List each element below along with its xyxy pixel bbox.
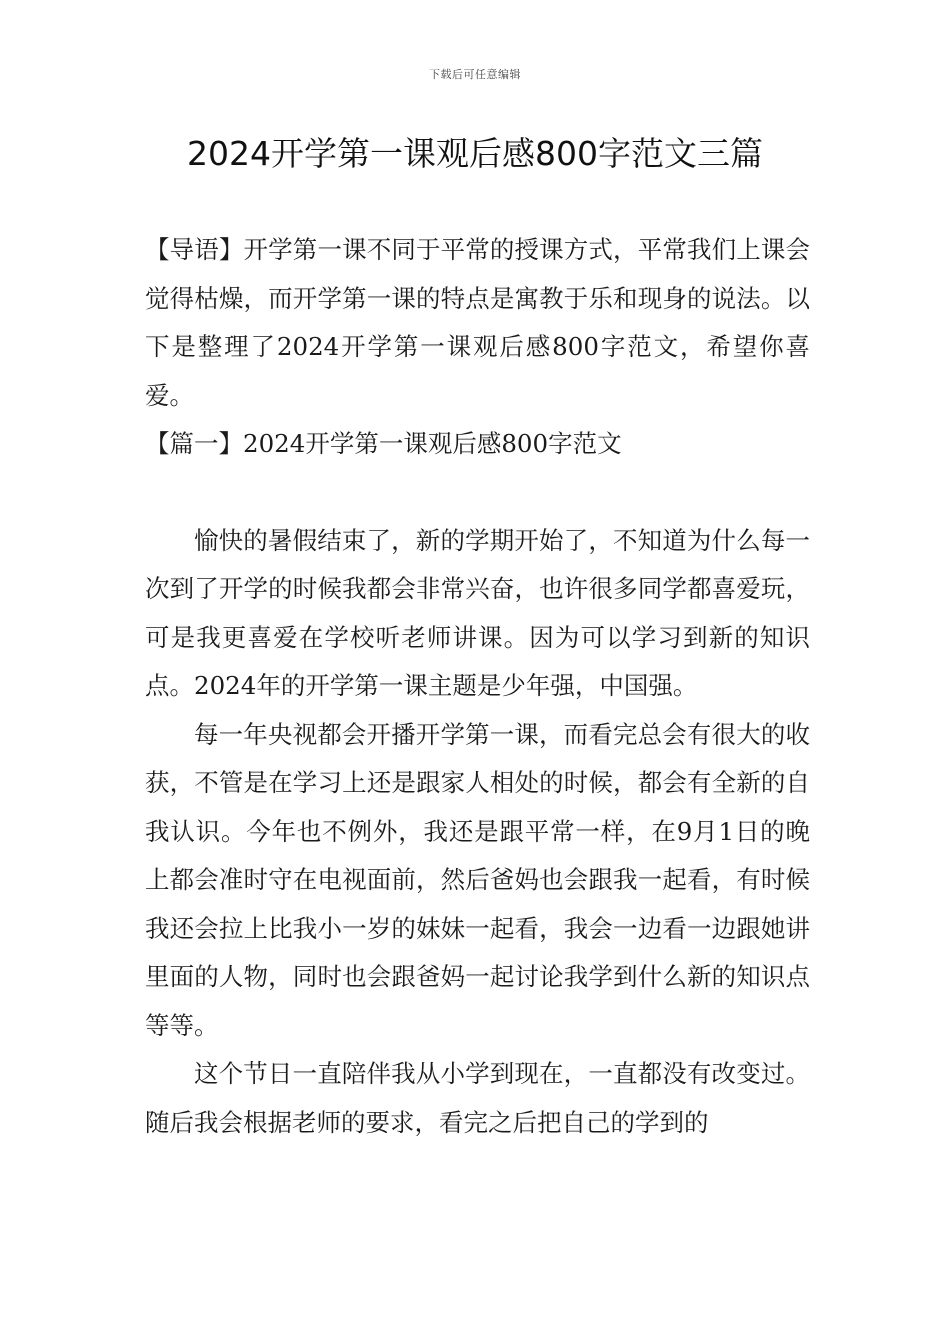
document-body — [145, 226, 810, 1147]
body-paragraph-3: 这个节日一直陪伴我从小学到现在，一直都没有改变过。随后我会根据老师的要求，看完之后把自己的学到的 — [145, 1059, 810, 1137]
header-note: 下载后可任意编辑 — [429, 68, 521, 81]
paragraph-spacer — [145, 469, 810, 517]
body-paragraph-1: 愉快的暑假结束了，新的学期开始了，不知道为什么每一次到了开学的时候我都会非常兴奋，也许很多同学都喜爱玩，可是我更喜爱在学校听老师讲课。因为可以学习到新的知识点。2024年的开学第一课主题是少年强，中国强。 — [145, 525, 810, 700]
page-title: 2024开学第一课观后感800字范文三篇 — [187, 134, 763, 173]
body-paragraph-2: 每一年央视都会开播开学第一课，而看完总会有很大的收获，不管是在学习上还是跟家人相处的时候，都会有全新的自我认识。今年也不例外，我还是跟平常一样，在9月1日的晚上都会准时守在电视面前，然后爸妈也会跟我一起看，有时候我还会拉上比我小一岁的妹妹一起看，我会一边看一边跟她讲里面的人物，同时也会跟爸妈一起讨论我学到什么新的知识点等等。 — [145, 719, 810, 1040]
section-heading: 【篇一】2024开学第一课观后感800字范文 — [145, 429, 622, 458]
intro-paragraph: 【导语】开学第一课不同于平常的授课方式，平常我们上课会觉得枯燥，而开学第一课的特点是寓教于乐和现身的说法。以下是整理了2024开学第一课观后感800字范文，希望你喜爱。 — [145, 235, 810, 410]
